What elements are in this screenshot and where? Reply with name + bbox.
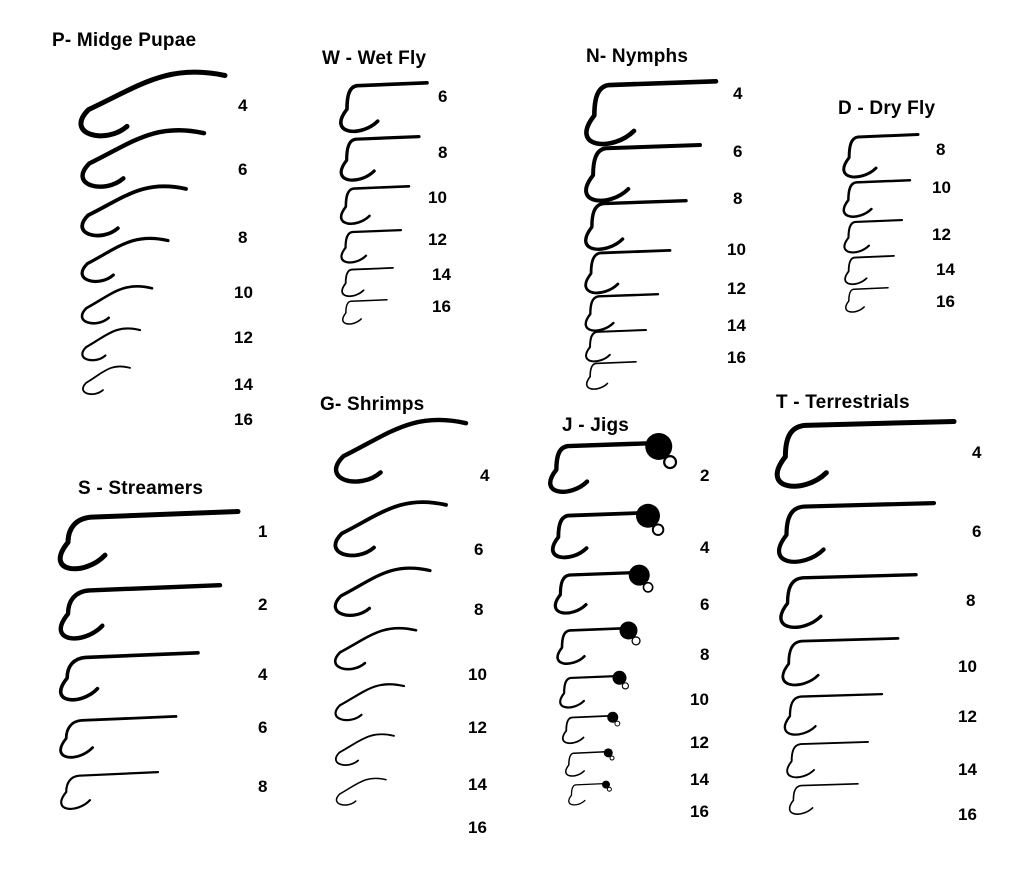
hook-w-size-16 bbox=[335, 298, 393, 335]
hook-s-size-4 bbox=[46, 650, 204, 713]
size-label-w-12: 12 bbox=[428, 230, 447, 249]
hook-t-size-12 bbox=[772, 692, 888, 747]
hook-t-size-16 bbox=[780, 782, 864, 825]
hook-g-size-4 bbox=[316, 420, 472, 499]
hook-d-size-16 bbox=[838, 286, 894, 323]
hook-t-size-8 bbox=[764, 572, 922, 641]
size-label-g-12: 12 bbox=[468, 718, 487, 737]
size-label-j-10: 10 bbox=[690, 690, 709, 709]
size-label-s-6: 6 bbox=[258, 718, 268, 737]
hook-t-size-10 bbox=[768, 636, 904, 698]
hook-j-size-10 bbox=[550, 674, 640, 719]
hook-t-size-4 bbox=[756, 418, 960, 502]
size-label-w-8: 8 bbox=[438, 143, 448, 162]
group-title-g: G- Shrimps bbox=[320, 394, 425, 415]
size-label-g-6: 6 bbox=[474, 540, 484, 559]
group-title-n: N- Nymphs bbox=[586, 46, 689, 67]
size-label-w-16: 16 bbox=[432, 297, 451, 316]
hook-j-size-8 bbox=[546, 626, 652, 676]
size-label-p-4: 4 bbox=[238, 96, 248, 115]
hook-g-size-8 bbox=[320, 568, 436, 630]
size-label-s-1: 1 bbox=[258, 522, 268, 541]
size-label-n-6: 6 bbox=[733, 142, 743, 161]
group-title-j: J - Jigs bbox=[562, 415, 630, 436]
size-label-t-14: 14 bbox=[958, 760, 977, 779]
hook-g-size-12 bbox=[324, 684, 410, 733]
hook-j-size-12 bbox=[554, 714, 631, 755]
size-label-s-8: 8 bbox=[258, 777, 268, 796]
size-label-g-4: 4 bbox=[480, 466, 490, 485]
group-title-s: S - Streamers bbox=[78, 478, 204, 499]
size-label-g-14: 14 bbox=[468, 775, 487, 794]
hook-g-size-16 bbox=[328, 778, 392, 817]
size-label-n-14: 14 bbox=[727, 316, 746, 335]
size-label-p-12: 12 bbox=[234, 328, 253, 347]
size-label-j-4: 4 bbox=[700, 538, 710, 557]
hook-g-size-14 bbox=[326, 734, 400, 778]
size-label-s-2: 2 bbox=[258, 595, 268, 614]
size-label-g-8: 8 bbox=[474, 600, 484, 619]
hook-s-size-8 bbox=[50, 770, 164, 820]
size-label-p-8: 8 bbox=[238, 228, 248, 247]
size-label-g-10: 10 bbox=[468, 665, 487, 684]
size-label-t-10: 10 bbox=[958, 657, 977, 676]
size-label-w-6: 6 bbox=[438, 87, 448, 106]
size-label-p-16: 16 bbox=[234, 410, 253, 429]
hook-g-size-6 bbox=[318, 502, 452, 572]
size-label-j-2: 2 bbox=[700, 466, 710, 485]
size-label-t-4: 4 bbox=[972, 443, 982, 462]
size-label-t-12: 12 bbox=[958, 707, 977, 726]
size-label-n-16: 16 bbox=[727, 348, 746, 367]
size-label-d-12: 12 bbox=[932, 225, 951, 244]
size-label-j-6: 6 bbox=[700, 595, 710, 614]
size-label-t-8: 8 bbox=[966, 591, 976, 610]
size-label-n-12: 12 bbox=[727, 279, 746, 298]
hook-s-size-2 bbox=[44, 582, 226, 653]
hook-s-size-1 bbox=[42, 508, 244, 584]
size-label-n-8: 8 bbox=[733, 189, 743, 208]
size-label-d-10: 10 bbox=[932, 178, 951, 197]
size-label-j-8: 8 bbox=[700, 645, 710, 664]
hook-n-size-16 bbox=[578, 360, 642, 400]
size-label-t-16: 16 bbox=[958, 805, 977, 824]
size-label-p-10: 10 bbox=[234, 283, 253, 302]
size-label-n-4: 4 bbox=[733, 84, 743, 103]
group-title-d: D - Dry Fly bbox=[838, 98, 936, 119]
size-label-p-14: 14 bbox=[234, 375, 253, 394]
size-label-d-14: 14 bbox=[936, 260, 955, 279]
hook-s-size-6 bbox=[48, 714, 182, 770]
size-label-d-8: 8 bbox=[936, 140, 946, 159]
hook-j-size-6 bbox=[542, 570, 665, 626]
hook-t-size-6 bbox=[760, 500, 940, 576]
size-label-p-6: 6 bbox=[238, 160, 248, 179]
hook-j-size-2 bbox=[534, 440, 689, 507]
size-label-j-14: 14 bbox=[690, 770, 709, 789]
size-label-j-12: 12 bbox=[690, 733, 709, 752]
size-label-w-10: 10 bbox=[428, 188, 447, 207]
group-title-p: P- Midge Pupae bbox=[52, 30, 197, 51]
size-label-g-16: 16 bbox=[468, 818, 487, 837]
hook-p-size-16 bbox=[74, 366, 136, 407]
size-label-n-10: 10 bbox=[727, 240, 746, 259]
size-label-d-16: 16 bbox=[936, 292, 955, 311]
size-label-j-16: 16 bbox=[690, 802, 709, 821]
group-title-t: T - Terrestrials bbox=[776, 392, 910, 413]
hook-g-size-10 bbox=[322, 628, 422, 683]
size-label-t-6: 6 bbox=[972, 522, 982, 541]
group-title-w: W - Wet Fly bbox=[322, 48, 427, 69]
hook-j-size-4 bbox=[538, 510, 676, 572]
hook-j-size-16 bbox=[562, 782, 622, 816]
size-label-s-4: 4 bbox=[258, 665, 268, 684]
size-label-w-14: 14 bbox=[432, 265, 451, 284]
